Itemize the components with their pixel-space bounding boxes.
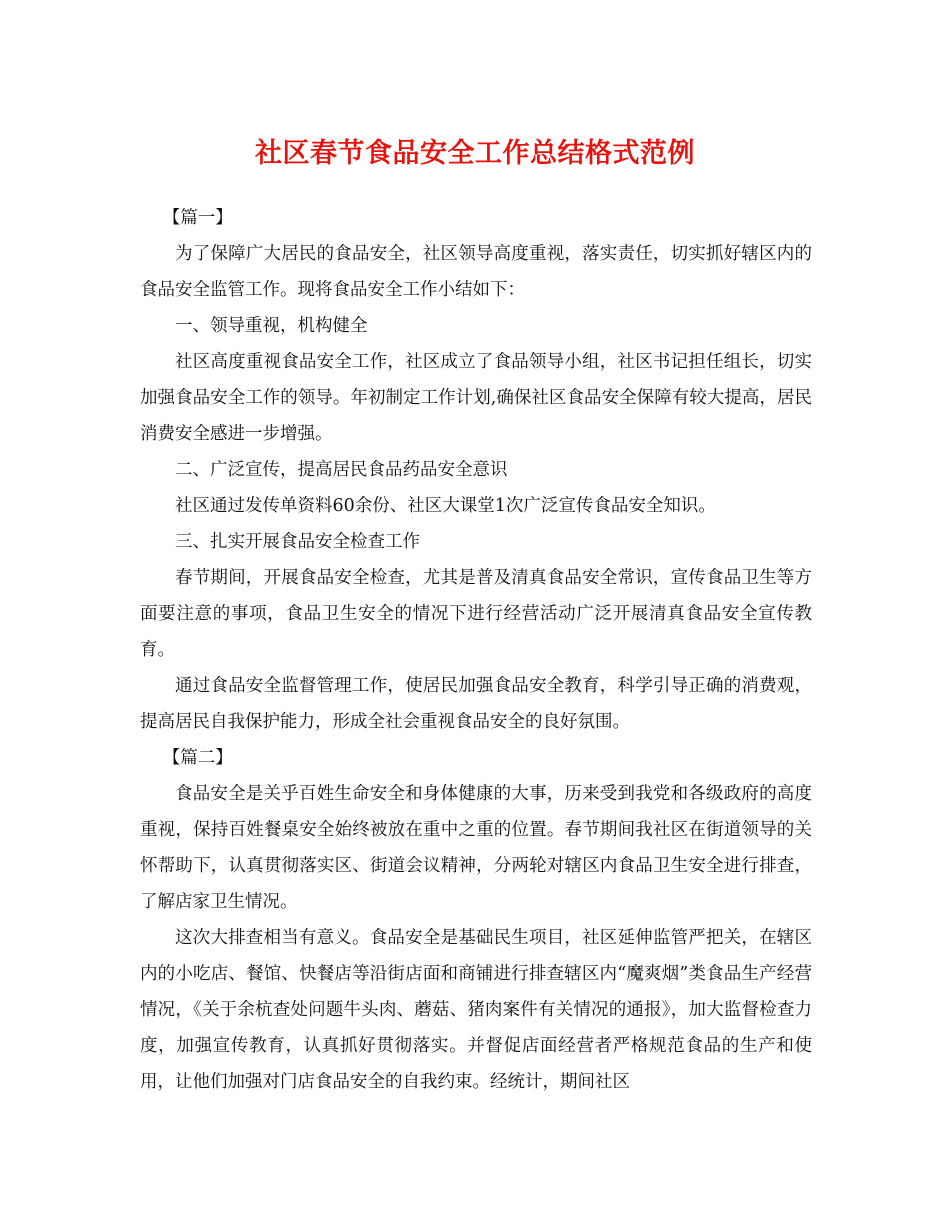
document-body <box>140 200 812 1100</box>
paragraph-food-safety: 食品安全是关乎百姓生命安全和身体健康的大事，历来受到我党和各级政府的高度重视，保持百姓餐桌安全始终被放在重中之重的位置。春节期间我社区在街道领导的关怀帮助下，认真贯彻落实区、街道会议精神，分两轮对辖区内食品卫生安全进行排查，了解店家卫生情况。 <box>140 784 812 912</box>
paragraph-investigation: 这次大排查相当有意义。食品安全是基础民生项目，社区延伸监管严把关，在辖区内的小吃店、餐馆、快餐店等沿街店面和商铺进行排查辖区内“魔爽烟”类食品生产经营情况，《关于余杭查处问题牛头肉、蘑菇、猪肉案件有关情况的通报》，加大监督检查力度，加强宣传教育，认真抓好贯彻落实。并督促店面经营者严格规范食品的生产和使用，让他们加强对门店食品安全的自我约束。经统计，期间社区 <box>140 928 812 1092</box>
section-heading-1: 一、领导重视，机构健全 <box>175 316 368 336</box>
paragraph-leadership: 社区高度重视食品安全工作，社区成立了食品领导小组，社区书记担任组长，切实加强食品安全工作的领导。年初制定工作计划,确保社区食品安全保障有较大提高，居民消费安全感进一步增强。 <box>140 352 812 444</box>
paragraph-publicity: 社区通过发传单资料60余份、社区大课堂1次广泛宣传食品安全知识。 <box>175 496 716 516</box>
section-heading-2: 二、广泛宣传，提高居民食品药品安全意识 <box>175 460 508 480</box>
paragraph-inspection: 春节期间，开展食品安全检查，尤其是普及清真食品安全常识，宣传食品卫生等方面要注意的事项，食品卫生安全的情况下进行经营活动广泛开展清真食品安全宣传教育。 <box>140 568 812 660</box>
paragraph-intro: 为了保障广大居民的食品安全，社区领导高度重视，落实责任，切实抓好辖区内的食品安全监管工作。现将食品安全工作小结如下： <box>140 244 812 300</box>
section-marker-part1: 【篇一】 <box>162 208 233 228</box>
section-heading-3: 三、扎实开展食品安全检查工作 <box>175 532 420 552</box>
document-title: 社区春节食品安全工作总结格式范例 <box>255 138 695 169</box>
paragraph-supervision: 通过食品安全监督管理工作，使居民加强食品安全教育，科学引导正确的消费观，提高居民自我保护能力，形成全社会重视食品安全的良好氛围。 <box>140 676 812 732</box>
section-marker-part2: 【篇二】 <box>162 748 233 768</box>
